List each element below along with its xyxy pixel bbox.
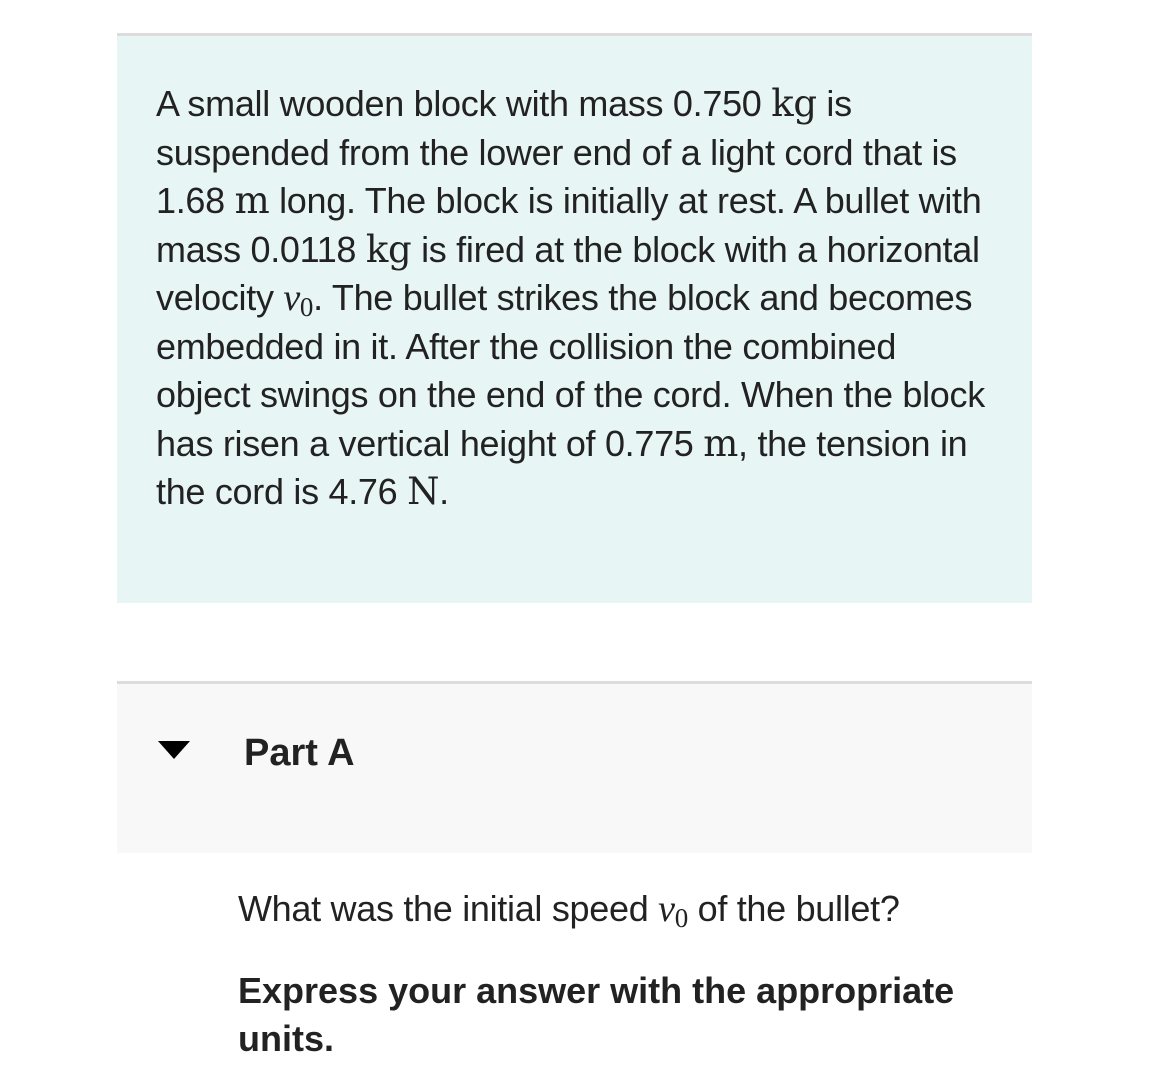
answer-instruction: Express your answer with the appropriate units.	[238, 970, 955, 1059]
unit-n: N	[407, 470, 440, 513]
problem-text	[156, 80, 992, 517]
problem-text-segment: . The bullet strikes the block and becomes embedded in it. After the collision the combined object swings on the end of the cord. When the block has risen a vertical height of 0.775	[156, 277, 985, 464]
unit-m: m	[703, 421, 739, 465]
problem-text-segment: is suspended from the lower end of a light cord that is 1.68	[156, 83, 957, 221]
caret-down-icon[interactable]	[158, 741, 190, 759]
variable-symbol: v	[283, 277, 300, 319]
variable-v0	[658, 888, 688, 933]
problem-text-segment: , the tension in the cord is 4.76	[156, 422, 968, 512]
variable-subscript: 0	[674, 903, 688, 933]
variable-subscript: 0	[299, 292, 314, 322]
variable-v0	[283, 277, 314, 322]
problem-text-segment: A small wooden block with mass 0.750	[156, 83, 772, 124]
unit-kg: kg	[771, 82, 817, 125]
problem-text-segment: is fired at the block with a horizontal velocity	[156, 228, 980, 318]
problem-statement-box	[117, 33, 1032, 603]
problem-text-segment: .	[439, 471, 449, 512]
variable-symbol: v	[658, 888, 675, 930]
problem-text-segment: long. The block is initially at rest. A bullet with mass 0.0118	[156, 180, 982, 270]
unit-kg: kg	[365, 227, 412, 271]
unit-m: m	[234, 179, 270, 222]
question-text	[238, 887, 900, 931]
question-segment: What was the initial speed	[238, 888, 659, 929]
part-title[interactable]: Part A	[244, 732, 355, 774]
question-segment: of the bullet?	[687, 888, 900, 929]
